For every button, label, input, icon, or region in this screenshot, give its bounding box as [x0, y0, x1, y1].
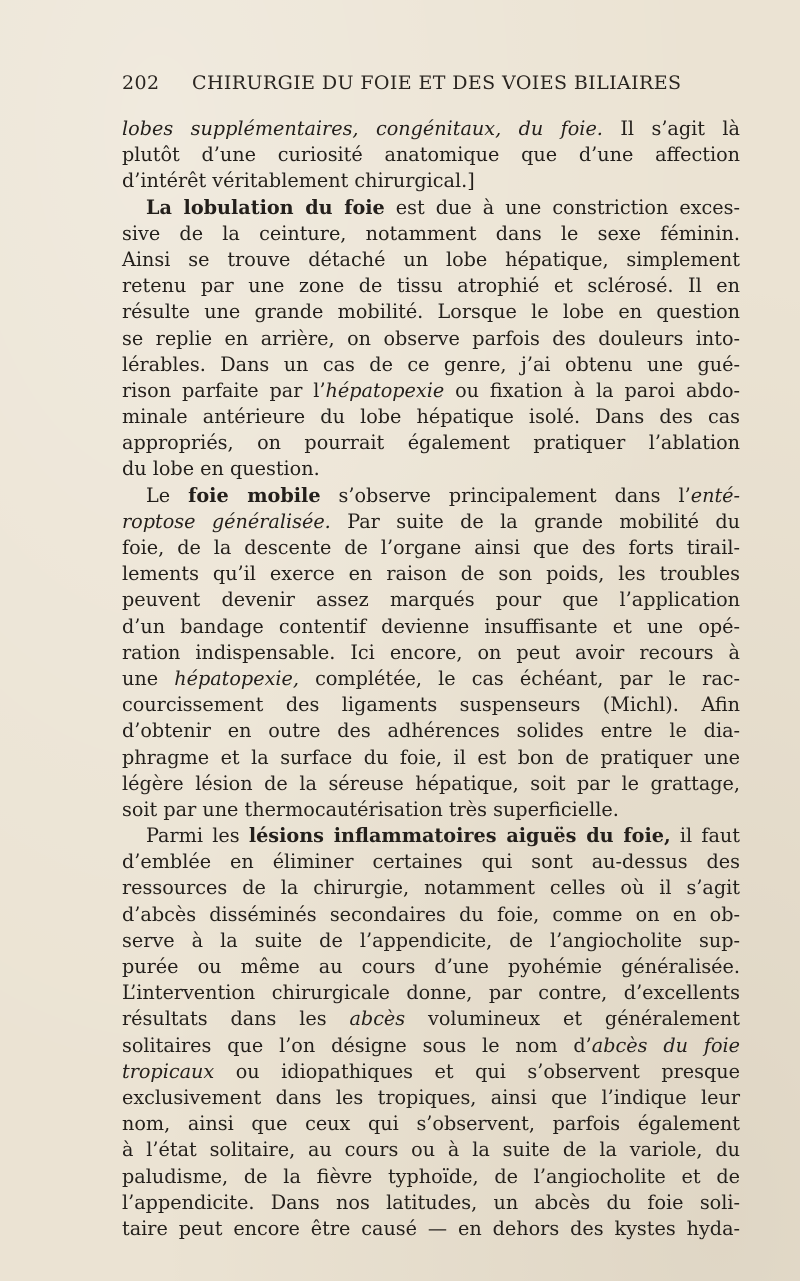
text-line [122, 509, 740, 535]
text-run: foie, de la descente de l’organe ainsi que des forts tirail- [122, 536, 740, 559]
text-line [122, 1006, 740, 1032]
text-line [122, 1137, 740, 1163]
text-run: phragme et la surface du foie, il est bon de pratiquer une [122, 745, 740, 769]
text-line [122, 352, 740, 378]
text-run: complétée, le cas échéant, par le rac- [298, 666, 741, 690]
text-run: ou fixation à la paroi abdo- [444, 378, 740, 402]
text-run: purée ou même au cours d’une pyohémie généralisée. [122, 955, 740, 978]
text-run: solitaires que l’on désigne sous le nom d’ [122, 1033, 592, 1057]
text-line [122, 116, 740, 142]
text-run: soit par une thermocautérisation très superficielle. [122, 797, 619, 821]
text-run: courcissement des ligaments suspenseurs (Michl). Afin [122, 693, 740, 717]
italic-term: roptose généralisée. [122, 509, 331, 533]
italic-term: abcès [349, 1007, 406, 1031]
text-line [122, 1085, 740, 1111]
text-line [122, 823, 740, 849]
text-line [122, 535, 740, 561]
text-line [122, 168, 740, 194]
text-run: d’intérêt véritablement chirurgical.] [122, 169, 475, 193]
text-line [122, 745, 740, 771]
bold-term: La lobulation du foie [146, 195, 385, 219]
text-line [122, 404, 740, 430]
text-run: résultats dans les [122, 1007, 350, 1031]
text-line [122, 273, 740, 299]
text-line [122, 902, 740, 928]
text-line [122, 954, 740, 980]
text-run: d’abcès disséminés secondaires du foie, comme on en ob- [122, 902, 740, 926]
text-line [122, 849, 740, 875]
text-line [122, 142, 740, 168]
text-line [122, 1059, 740, 1085]
text-run: ressources de la chirurgie, notamment celles où il s’agit [122, 876, 740, 900]
text-line [122, 299, 740, 325]
text-run: l’appendicite. Dans nos latitudes, un abcès du foie soli- [122, 1190, 740, 1214]
text-run: Parmi les [146, 824, 249, 848]
bold-term: foie mobile [188, 483, 321, 507]
italic-term: enté- [690, 483, 740, 507]
text-line [122, 928, 740, 954]
text-run: Le [146, 483, 189, 507]
text-run: taire peut encore être causé — en dehors des kystes hyda- [122, 1216, 740, 1240]
text-line [122, 1111, 740, 1137]
text-run: à l’état solitaire, au cours ou à la suite de la variole, du [122, 1138, 740, 1162]
text-line [122, 561, 740, 587]
italic-term: lobes supplémentaires, congénitaux, du foie. [122, 117, 603, 140]
text-run: L’intervention chirurgicale donne, par contre, d’excellents [122, 981, 740, 1005]
text-run: d’obtenir en outre des adhérences solides entre le dia- [122, 719, 740, 743]
text-run: est due à une constriction exces- [384, 195, 740, 219]
text-line [122, 1033, 740, 1059]
bold-term: lésions inflammatoires aiguës du foie, [248, 824, 671, 848]
text-line [122, 195, 740, 221]
text-line [122, 483, 740, 509]
italic-term: hépatopexie [325, 378, 445, 402]
text-run: serve à la suite de l’appendicite, de l’angiocholite sup- [122, 928, 740, 952]
text-run: ration indispensable. Ici encore, on peut avoir recours à [122, 640, 740, 664]
text-run: retenu par une zone de tissu atrophié et sclérosé. Il en [122, 274, 740, 298]
text-run: Par suite de la grande mobilité du [330, 509, 740, 533]
text-line [122, 221, 740, 247]
text-run: lements qu’il exerce en raison de son poids, les troubles [122, 562, 740, 586]
text-line [122, 430, 740, 456]
text-run: minale antérieure du lobe hépatique isolé. Dans des cas [122, 405, 740, 429]
text-run: nom, ainsi que ceux qui s’observent, parfois également [122, 1112, 740, 1136]
text-line [122, 771, 740, 797]
text-run: lérables. Dans un cas de ce genre, j’ai obtenu une gué- [122, 352, 740, 376]
italic-term: hépatopexie, [174, 666, 299, 690]
text-line [122, 587, 740, 613]
text-run: rison parfaite par l’ [122, 378, 326, 402]
running-head [122, 72, 740, 108]
text-line [122, 797, 740, 823]
text-run: ou idiopathiques et qui s’observent presque [214, 1059, 740, 1083]
text-line [122, 692, 740, 718]
text-run: exclusivement dans les tropiques, ainsi que l’indique leur [122, 1085, 740, 1109]
running-title: CHIRURGIE DU FOIE ET DES VOIES BILIAIRES [192, 72, 682, 94]
text-run: Il s’agit là [602, 117, 740, 140]
text-line [122, 1164, 740, 1190]
text-line [122, 666, 740, 692]
italic-term: abcès du foie [591, 1033, 740, 1057]
text-run: Ainsi se trouve détaché un lobe hépatique, simplement [122, 247, 740, 271]
text-run: s’observe principalement dans l’ [320, 483, 691, 507]
text-line [122, 875, 740, 901]
text-line [122, 247, 740, 273]
text-run: une [122, 666, 175, 690]
page-number: 202 [122, 72, 160, 94]
text-line [122, 640, 740, 666]
body-text [122, 116, 740, 1242]
text-run: plutôt d’une curiosité anatomique que d’une affection [122, 143, 740, 167]
text-run: paludisme, de la fièvre typhoïde, de l’angiocholite et de [122, 1164, 740, 1188]
italic-term: tropicaux [122, 1059, 215, 1083]
text-run: il faut [670, 824, 740, 848]
text-line [122, 456, 740, 482]
text-line [122, 980, 740, 1006]
text-run: du lobe en question. [122, 457, 320, 481]
text-line [122, 1216, 740, 1242]
text-run: peuvent devenir assez marqués pour que l’application [122, 588, 740, 612]
text-run: d’emblée en éliminer certaines qui sont au-dessus des [122, 850, 740, 874]
text-line [122, 326, 740, 352]
text-run: d’un bandage contentif devienne insuffisante et une opé- [122, 614, 740, 638]
text-line [122, 378, 740, 404]
text-line [122, 718, 740, 744]
text-run: sive de la ceinture, notamment dans le sexe féminin. [122, 221, 740, 245]
text-run: volumineux et généralement [405, 1007, 741, 1031]
text-line [122, 614, 740, 640]
book-page [122, 72, 740, 1242]
text-run: appropriés, on pourrait également pratiquer l’ablation [122, 431, 740, 455]
text-run: se replie en arrière, on observe parfois des douleurs into- [122, 326, 740, 350]
text-run: légère lésion de la séreuse hépatique, soit par le grattage, [122, 771, 740, 795]
text-line [122, 1190, 740, 1216]
text-run: résulte une grande mobilité. Lorsque le lobe en question [122, 300, 740, 324]
